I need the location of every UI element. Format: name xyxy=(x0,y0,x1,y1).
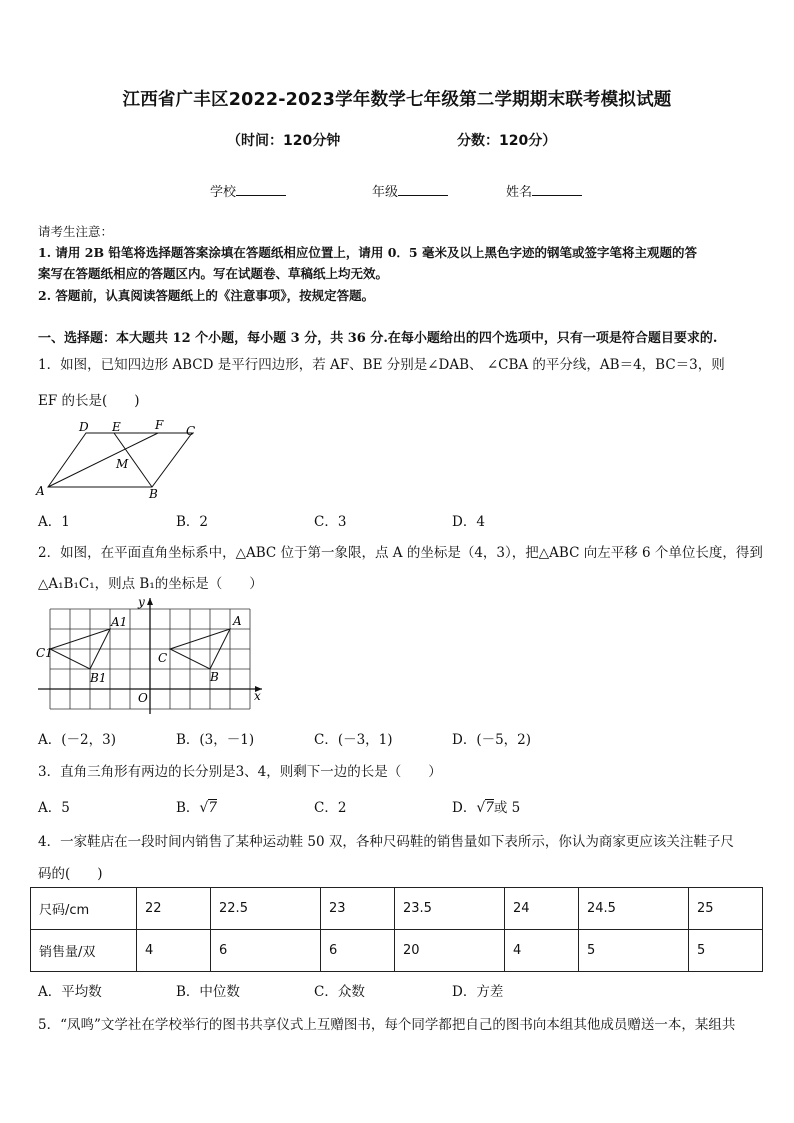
q1-label-f: F xyxy=(155,418,164,432)
name-label: 姓名 xyxy=(506,185,533,200)
q2-text-line2: △A₁B₁C₁，则点 B₁的坐标是（ ） xyxy=(38,576,263,592)
q2-label-a: A xyxy=(233,614,242,628)
school-field[interactable] xyxy=(210,181,286,200)
sqrt-symbol-icon: √ xyxy=(476,800,486,816)
notice-line-2: 2. 答题前，认真阅读答题纸上的《注意事项》，按规定答题。 xyxy=(38,288,375,303)
q3-option-b[interactable] xyxy=(176,796,217,816)
q2-label-origin: O xyxy=(138,691,148,705)
table-cell: 4 xyxy=(137,930,211,972)
q2-option-a[interactable]: A．(－2，3) xyxy=(38,732,116,748)
q2-label-c1: C1 xyxy=(36,646,53,660)
q4-option-d[interactable]: D．方差 xyxy=(452,984,504,1000)
table-cell: 24 xyxy=(504,888,578,930)
q1-label-e: E xyxy=(112,420,121,434)
table-cell: 25 xyxy=(688,888,762,930)
q2-text-line1: 2．如图，在平面直角坐标系中，△ABC 位于第一象限，点 A 的坐标是（4，3），把△ABC 向左平移 6 个单位长度，得到 xyxy=(38,545,763,561)
q2-coordinate-grid-figure xyxy=(34,596,264,720)
q2-label-x: x xyxy=(254,689,261,703)
q3-option-d-radicand: 7 xyxy=(485,800,494,816)
q3-option-b-radicand: 7 xyxy=(208,800,217,816)
q1-text-line2: EF 的长是( ) xyxy=(38,393,140,409)
q4-text-line1: 4．一家鞋店在一段时间内销售了某种运动鞋 50 双，各种尺码鞋的销售量如下表所示，你认为商家更应该关注鞋子尺 xyxy=(38,834,734,850)
q1-label-d: D xyxy=(79,420,89,434)
q1-option-c[interactable]: C．3 xyxy=(314,514,347,530)
table-cell: 24.5 xyxy=(578,888,688,930)
grade-blank[interactable] xyxy=(398,183,448,196)
q1-option-a[interactable]: A．1 xyxy=(38,514,70,530)
q3-option-d-label: D． xyxy=(452,800,477,816)
q1-parallelogram-figure xyxy=(34,418,204,504)
q5-text-line1: 5．“凤鸣”文学社在学校举行的图书共享仪式上互赠图书，每个同学都把自己的图书向本组其他成员赠送一本，某组共 xyxy=(38,1017,736,1033)
notice-line-1b: 案写在答题纸相应的答题区内。写在试题卷、草稿纸上均无效。 xyxy=(38,266,389,281)
q2-option-b[interactable]: B．(3，－1) xyxy=(176,732,255,748)
table-cell: 6 xyxy=(320,930,394,972)
q4-option-a[interactable]: A．平均数 xyxy=(38,984,102,1000)
table-row xyxy=(31,888,763,930)
q1-label-a: A xyxy=(36,484,45,498)
school-label: 学校 xyxy=(210,185,237,200)
shoe-size-sales-table xyxy=(30,887,763,972)
q2-label-c: C xyxy=(158,651,168,665)
q2-label-y: y xyxy=(138,596,145,609)
table-cell: 5 xyxy=(578,930,688,972)
q1-label-c: C xyxy=(186,424,196,438)
q3-option-a[interactable]: A．5 xyxy=(38,800,70,816)
q3-option-b-label: B． xyxy=(176,800,200,816)
exam-score: 分数：120分） xyxy=(457,133,557,149)
q2-label-b1: B1 xyxy=(90,671,107,685)
table-cell: 20 xyxy=(395,930,505,972)
q3-option-d-suffix: 或 5 xyxy=(493,800,521,816)
q2-label-a1: A1 xyxy=(111,615,128,629)
q4-option-b[interactable]: B．中位数 xyxy=(176,984,240,1000)
notice-heading: 请考生注意： xyxy=(38,224,114,239)
q4-text-line2: 码的( ) xyxy=(38,866,103,882)
notice-line-1a: 1. 请用 2B 铅笔将选择题答案涂填在答题纸相应位置上，请用 0．5 毫米及以上黑色字迹的钢笔或签字笔将主观题的答 xyxy=(38,245,697,260)
q1-option-d[interactable]: D．4 xyxy=(452,514,485,530)
q3-option-c[interactable]: C．2 xyxy=(314,800,347,816)
table-cell: 销售量/双 xyxy=(31,930,137,972)
q2-option-c[interactable]: C．(－3，1) xyxy=(314,732,393,748)
q1-option-b[interactable]: B．2 xyxy=(176,514,209,530)
q3-option-d[interactable] xyxy=(452,796,520,816)
q3-text-line1: 3．直角三角形有两边的长分别是3、4，则剩下一边的长是（ ） xyxy=(38,764,442,780)
grade-field[interactable] xyxy=(372,181,448,200)
sqrt-symbol-icon: √ xyxy=(199,800,209,816)
table-cell: 22.5 xyxy=(211,888,321,930)
q2-option-d[interactable]: D．(－5，2) xyxy=(452,732,532,748)
table-cell: 6 xyxy=(211,930,321,972)
table-cell: 23 xyxy=(320,888,394,930)
q1-label-b: B xyxy=(149,487,158,501)
table-row xyxy=(31,930,763,972)
q1-label-m: M xyxy=(116,457,129,471)
exam-time: （时间：120分钟 xyxy=(227,133,341,149)
q4-option-c[interactable]: C．众数 xyxy=(314,984,365,1000)
name-field[interactable] xyxy=(506,181,582,200)
page-title: 江西省广丰区2022-2023学年数学七年级第二学期期末联考模拟试题 xyxy=(122,90,672,110)
grade-label: 年级 xyxy=(372,185,399,200)
q1-text-line1: 1．如图，已知四边形 ABCD 是平行四边形，若 AF、BE 分别是∠DAB、 ∠CBA 的平分线，AB＝4，BC＝3，则 xyxy=(38,357,725,373)
school-blank[interactable] xyxy=(236,183,286,196)
table-cell: 23.5 xyxy=(395,888,505,930)
table-cell: 尺码/cm xyxy=(31,888,137,930)
table-cell: 5 xyxy=(688,930,762,972)
section-heading: 一、选择题：本大题共 12 个小题，每小题 3 分，共 36 分.在每小题给出的四个选项中，只有一项是符合题目要求的. xyxy=(38,331,718,346)
table-cell: 4 xyxy=(504,930,578,972)
table-cell: 22 xyxy=(137,888,211,930)
name-blank[interactable] xyxy=(532,183,582,196)
q2-label-b: B xyxy=(210,670,219,684)
